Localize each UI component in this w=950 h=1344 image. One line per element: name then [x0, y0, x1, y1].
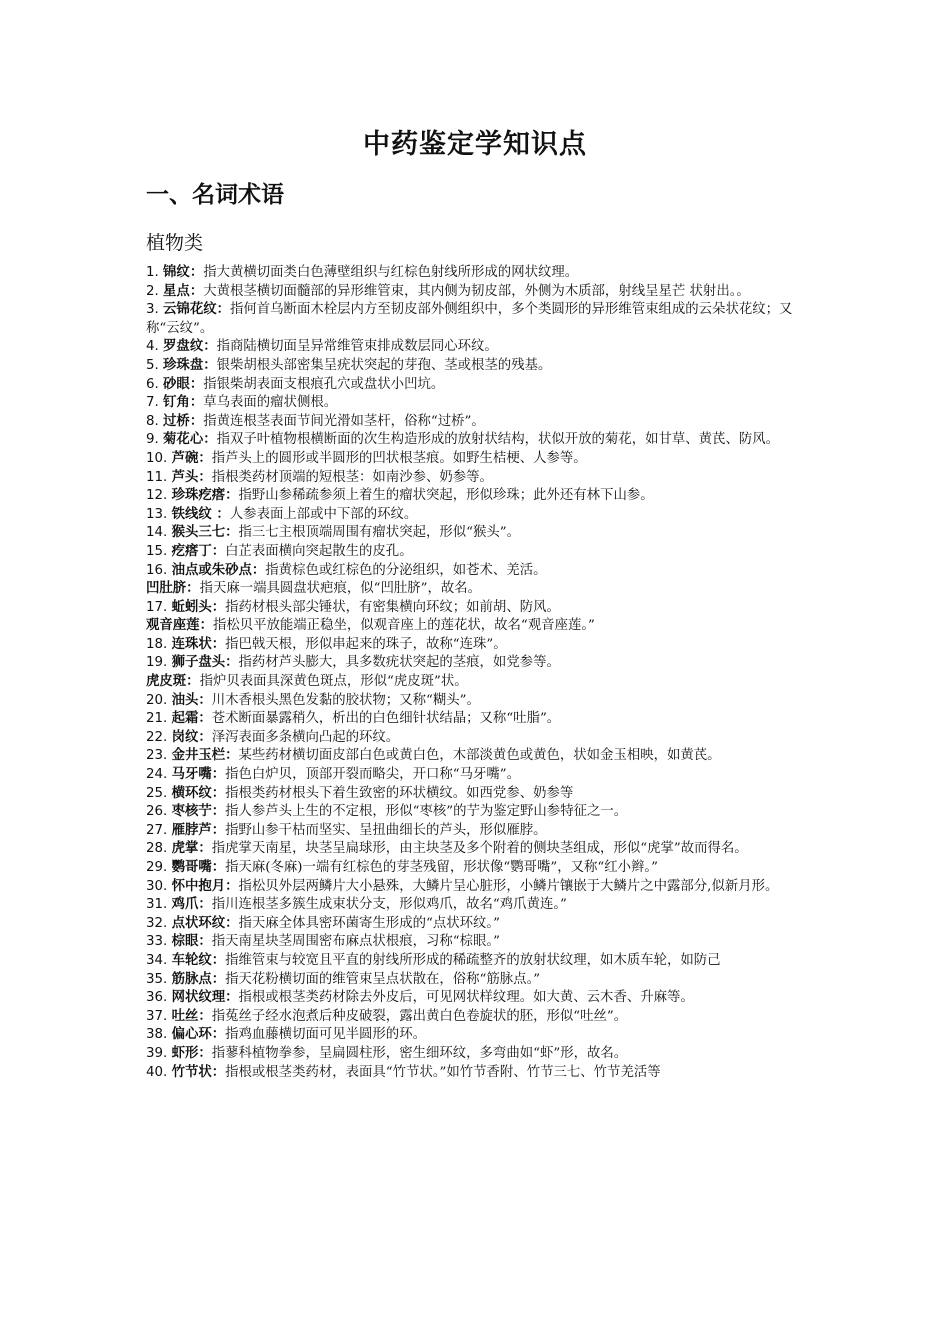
entry-term: 虎掌	[171, 841, 199, 857]
entry-separator: ：	[216, 302, 230, 318]
entry-separator: ：	[211, 543, 226, 559]
entry-separator: ：	[198, 711, 212, 727]
entry-separator: ：	[199, 618, 213, 634]
entry-term: 网状纹理	[171, 990, 226, 1006]
entry-separator: ：	[186, 581, 200, 597]
entry-separator: ：	[225, 990, 239, 1006]
entry-definition: 指维管束与较宽且平直的射线所形成的稀疏整齐的放射状纹理，如木质车轮，如防己	[225, 952, 721, 968]
entry-separator: ：	[198, 934, 212, 950]
entry-term: 横环纹	[171, 785, 212, 801]
term-entry	[146, 413, 808, 432]
entry-number: 33.	[146, 934, 168, 950]
term-list	[146, 264, 808, 1082]
entry-number: 7.	[146, 395, 159, 411]
entry-number: 21.	[146, 711, 168, 727]
entry-definition: 指川连根茎多簇生成束状分支，形似鸡爪，故名“鸡爪黄连。”	[211, 897, 567, 913]
entry-definition: 川木香根头黑色发黏的胶状物；又称“糊头”。	[211, 692, 480, 708]
term-entry	[146, 636, 808, 655]
entry-term: 猴头三七	[171, 525, 226, 541]
entry-separator: ：	[211, 1064, 226, 1080]
entry-number: 40.	[146, 1064, 168, 1080]
entry-term: 钉角	[163, 395, 190, 411]
entry-number: 17.	[146, 599, 168, 615]
entry-term: 菊花心	[163, 432, 204, 448]
entry-term: 凹肚脐	[146, 581, 187, 597]
entry-term: 芦碗	[171, 450, 199, 466]
term-entry	[146, 654, 808, 673]
entry-term: 狮子盘头	[171, 655, 226, 671]
entry-definition: 苍术断面暴露稍久，析出的白色细针状结晶；又称“吐脂”。	[211, 711, 561, 727]
entry-definition: 某些药材横切面皮部白色或黄白色，木部淡黄色或黄色，状如金玉相映，如黄芪。	[238, 748, 721, 764]
entry-definition: 指根类药材顶端的短根茎：如南沙参、奶参等。	[211, 469, 493, 485]
entry-definition: 指大黄横切面类白色薄壁组织与红棕色射线所形成的网状纹理。	[203, 265, 579, 280]
entry-definition: 指根或根茎类药材除去外皮后，可见网状样纹理。如大黄、云木香、升麻等。	[238, 990, 694, 1006]
entry-number: 34.	[146, 952, 168, 968]
entry-term: 油头	[171, 692, 199, 708]
entry-separator: ：	[225, 525, 239, 541]
entry-separator: ：	[198, 841, 212, 857]
entry-number: 9.	[146, 432, 159, 448]
entry-separator: ：	[225, 748, 239, 764]
entry-term: 观音座莲	[146, 618, 200, 634]
entry-separator: ：	[189, 283, 204, 299]
entry-number: 23.	[146, 748, 168, 764]
entry-definition: 草乌表面的瘤状侧根。	[203, 395, 338, 411]
entry-term: 马牙嘴	[171, 767, 212, 783]
entry-separator: ：	[211, 952, 226, 968]
entry-definition: 指三七主根顶端周围有瘤状突起，形似“猴头”。	[238, 525, 521, 541]
entry-number: 4.	[146, 339, 159, 355]
entry-number: 11.	[146, 469, 168, 485]
entry-definition: 指色白炉贝，顶部开裂而略尖，开口称“马牙嘴”。	[225, 767, 521, 783]
entry-term: 竹节状	[171, 1064, 212, 1080]
entry-number: 35.	[146, 971, 168, 987]
entry-definition: 指人参芦头上生的不定根，形似“枣核”的艼为鉴定野山参特征之一。	[225, 804, 628, 820]
entry-number: 3.	[146, 302, 159, 318]
entry-separator: ：	[225, 878, 239, 894]
term-entry	[146, 710, 808, 729]
entry-definition: 指巴戟天根，形似串起来的珠子，故称“连珠”。	[225, 636, 507, 652]
entry-separator: ：	[225, 655, 239, 671]
term-entry	[146, 338, 808, 357]
entry-definition: 指芦头上的圆形或半圆形的凹状根茎痕。如野生桔梗、人参等。	[211, 450, 587, 466]
entry-definition: 指炉贝表面具深黄色斑点，形似“虎皮斑”状。	[199, 674, 468, 690]
entry-definition: 指虎掌天南星，块茎呈扁球形，由主块茎及多个附着的侧块茎组成，形似“虎掌”故而得名。	[211, 841, 748, 857]
entry-definition: 指双子叶植物根横断面的次生构造形成的放射状结构，状似开放的菊花，如甘草、黄芪、防风。	[216, 432, 780, 448]
entry-separator: ：	[211, 971, 226, 987]
entry-definition: 银柴胡根头部密集呈疣状突起的芽孢、茎或根茎的残基。	[216, 357, 552, 373]
entry-number: 16.	[146, 562, 168, 578]
entry-term: 虾形	[171, 1045, 199, 1061]
entry-term: 锦纹	[163, 265, 190, 280]
entry-term: 过桥	[163, 413, 190, 429]
entry-separator: ：	[251, 562, 266, 578]
entry-term: 车轮纹	[171, 952, 212, 968]
entry-number: 26.	[146, 804, 168, 820]
entry-separator: ：	[203, 432, 217, 448]
entry-separator: ：	[203, 357, 217, 373]
term-entry	[146, 617, 808, 636]
term-entry	[146, 1064, 808, 1083]
term-entry	[146, 264, 808, 283]
entry-number: 36.	[146, 990, 168, 1006]
entry-number: 28.	[146, 841, 168, 857]
term-entry	[146, 859, 808, 878]
term-entry	[146, 785, 808, 804]
term-entry	[146, 543, 808, 562]
entry-separator: ：	[189, 376, 204, 392]
entry-number: 15.	[146, 543, 168, 559]
entry-number: 30.	[146, 878, 168, 894]
term-entry	[146, 580, 808, 599]
term-entry	[146, 487, 808, 506]
entry-definition: 指银柴胡表面支根痕孔穴或盘状小凹坑。	[203, 376, 445, 392]
entry-separator: ：	[211, 822, 226, 838]
entry-definition: 指药材根头部尖锤状，有密集横向环纹；如前胡、防风。	[225, 599, 560, 615]
entry-separator: ：	[198, 450, 212, 466]
entry-term: 星点	[163, 283, 190, 299]
entry-term: 岗纹	[171, 729, 199, 745]
entry-number: 29.	[146, 860, 168, 875]
entry-term: 珍珠疙瘩	[171, 488, 226, 504]
entry-definition: 指野山参稀疏参须上着生的瘤状突起，形似珍珠；此外还有林下山参。	[238, 488, 654, 504]
term-entry	[146, 933, 808, 952]
term-entry	[146, 915, 808, 934]
term-entry	[146, 822, 808, 841]
section-heading: 一、名词术语	[146, 182, 284, 208]
entry-definition: 泽泻表面多条横向凸起的环纹。	[211, 729, 400, 745]
entry-term: 鹦哥嘴	[171, 860, 212, 875]
entry-number: 19.	[146, 655, 168, 671]
entry-number: 1.	[146, 265, 159, 280]
entry-definition: 大黄根茎横切面髓部的异形维管束，其内侧为韧皮部，外侧为木质部，射线呈星芒 状射出。。	[203, 283, 750, 299]
term-entry	[146, 766, 808, 785]
entry-term: 筋脉点	[171, 971, 212, 987]
entry-term: 罗盘纹	[163, 339, 204, 355]
entry-separator: ：	[211, 860, 226, 875]
entry-term: 虎皮斑	[146, 674, 187, 690]
term-entry	[146, 599, 808, 618]
term-entry	[146, 971, 808, 990]
entry-term: 珍珠盘	[163, 357, 204, 373]
term-entry	[146, 506, 808, 525]
term-entry	[146, 989, 808, 1008]
entry-number: 38.	[146, 1027, 168, 1043]
entry-term: 蚯蚓头	[171, 599, 212, 615]
term-entry	[146, 840, 808, 859]
entry-term: 枣核艼	[171, 804, 212, 820]
entry-separator: ：	[186, 674, 200, 690]
entry-definition: 白芷表面横向突起散生的皮孔。	[225, 543, 413, 559]
entry-term: 偏心环	[171, 1027, 212, 1043]
entry-definition: 指天麻全体具密环菌寄生形成的“点状环纹。”	[238, 915, 500, 931]
term-entry	[146, 524, 808, 543]
entry-definition: 指商陆横切面呈异常维管束排成数层同心环纹。	[216, 339, 498, 355]
entry-number: 8.	[146, 413, 159, 429]
entry-term: 铁线纹	[171, 506, 212, 522]
term-entry	[146, 729, 808, 748]
term-entry	[146, 394, 808, 413]
entry-term: 起霜	[171, 711, 199, 727]
entry-term: 雁脖芦	[171, 822, 212, 838]
entry-number: 18.	[146, 636, 168, 652]
term-entry	[146, 878, 808, 897]
entry-number: 37.	[146, 1008, 168, 1024]
entry-number: 10.	[146, 450, 168, 466]
entry-term: 云锦花纹	[163, 302, 217, 318]
entry-term: 点状环纹	[171, 915, 226, 931]
entry-separator: ：	[198, 1045, 212, 1061]
entry-separator: ：	[198, 469, 212, 485]
term-entry	[146, 562, 808, 581]
entry-number: 12.	[146, 488, 168, 504]
entry-number: 13.	[146, 506, 168, 522]
entry-definition: 指黄棕色或红棕色的分泌组织，如苍术、羌活。	[265, 562, 547, 578]
entry-separator: ：	[198, 897, 212, 913]
entry-definition: 指松贝外层两鳞片大小悬殊，大鳞片呈心脏形，小鳞片镶嵌于大鳞片之中露部分,似新月形。	[238, 878, 779, 894]
entry-definition: 指菟丝子经水泡煮后种皮破裂，露出黄白色卷旋状的胚，形似“吐丝”。	[211, 1008, 628, 1024]
entry-separator: ：	[211, 506, 230, 522]
entry-number: 31.	[146, 897, 168, 913]
entry-separator: ：	[225, 915, 239, 931]
entry-separator: ：	[211, 767, 226, 783]
term-entry	[146, 1008, 808, 1027]
entry-definition: 人参表面上部或中下部的环纹。	[229, 506, 418, 522]
entry-term: 油点或朱砂点	[171, 562, 252, 578]
entry-number: 32.	[146, 915, 168, 931]
term-entry	[146, 952, 808, 971]
entry-number: 2.	[146, 283, 159, 299]
entry-separator: ：	[211, 599, 226, 615]
entry-separator: ：	[211, 785, 226, 801]
term-entry	[146, 357, 808, 376]
entry-definition: 指野山参干枯而坚实、呈扭曲细长的芦头，形似雁脖。	[225, 822, 547, 838]
term-entry	[146, 673, 808, 692]
entry-definition: 指天南星块茎周围密布麻点状根痕，习称“棕眼。”	[211, 934, 500, 950]
entry-definition: 指药材芦头膨大，具多数疣状突起的茎痕，如党参等。	[238, 655, 560, 671]
entry-separator: ：	[198, 1008, 212, 1024]
entry-term: 芦头	[171, 469, 199, 485]
term-entry	[146, 747, 808, 766]
term-entry	[146, 450, 808, 469]
term-entry	[146, 283, 808, 302]
entry-term: 疙瘩丁	[171, 543, 212, 559]
entry-number: 27.	[146, 822, 168, 838]
entry-number: 22.	[146, 729, 168, 745]
term-entry	[146, 431, 808, 450]
entry-separator: ：	[211, 804, 226, 820]
entry-definition: 指蓼科植物拳参，呈扁圆柱形，密生细环纹，多弯曲如“虾”形，故名。	[211, 1045, 628, 1061]
entry-number: 5.	[146, 357, 159, 373]
subsection-heading: 植物类	[146, 232, 204, 254]
entry-separator: ：	[198, 729, 212, 745]
entry-separator: ：	[211, 636, 226, 652]
entry-number: 20.	[146, 692, 168, 708]
entry-number: 6.	[146, 376, 159, 392]
entry-definition: 指何首乌断面木栓层内方至韧皮部外侧组织中，多个类圆形的异形维管束组成的云朵状花纹；又称“云纹”。	[146, 302, 793, 336]
entry-number: 24.	[146, 767, 168, 783]
page-title: 中药鉴定学知识点	[363, 129, 587, 160]
entry-separator: ：	[198, 692, 212, 708]
entry-definition: 指根类药材根头下着生致密的环状横纹。如西党参、奶参等	[225, 785, 574, 801]
term-entry	[146, 1026, 808, 1045]
entry-number: 39.	[146, 1045, 168, 1061]
term-entry	[146, 469, 808, 488]
entry-separator: ：	[225, 488, 239, 504]
term-entry	[146, 1045, 808, 1064]
entry-separator: ：	[189, 413, 204, 429]
term-entry	[146, 692, 808, 711]
entry-separator: ：	[211, 1027, 226, 1043]
entry-term: 怀中抱月	[171, 878, 226, 894]
entry-term: 鸡爪	[171, 897, 199, 913]
entry-term: 砂眼	[163, 376, 190, 392]
entry-definition: 指鸡血藤横切面可见半圆形的环。	[225, 1027, 426, 1043]
entry-number: 25.	[146, 785, 168, 801]
term-entry	[146, 376, 808, 395]
entry-definition: 指天花粉横切面的维管束呈点状散在，俗称“筋脉点。”	[225, 971, 541, 987]
entry-separator: ：	[189, 265, 204, 280]
entry-definition: 指天麻一端具圆盘状疤痕，似“凹肚脐”，故名。	[199, 581, 482, 597]
entry-term: 棕眼	[171, 934, 199, 950]
term-entry	[146, 301, 808, 338]
entry-definition: 指天麻(冬麻)一端有红棕色的芽茎残留，形状像“鹦哥嘴”，又称“红小辫。”	[225, 860, 658, 875]
entry-term: 金井玉栏	[171, 748, 226, 764]
entry-definition: 指根或根茎类药材，表面具“竹节状。”如竹节香附、竹节三七、竹节羌活等	[225, 1064, 661, 1080]
term-entry	[146, 803, 808, 822]
entry-separator: ：	[203, 339, 217, 355]
entry-number: 14.	[146, 525, 168, 541]
entry-definition: 指黄连根茎表面节间光滑如茎杆，俗称“过桥”。	[203, 413, 485, 429]
entry-term: 吐丝	[171, 1008, 199, 1024]
entry-term: 连珠状	[171, 636, 212, 652]
entry-definition: 指松贝平放能端正稳坐，似观音座上的莲花状，故名“观音座莲。”	[212, 618, 595, 634]
entry-separator: ：	[189, 395, 204, 411]
term-entry	[146, 896, 808, 915]
